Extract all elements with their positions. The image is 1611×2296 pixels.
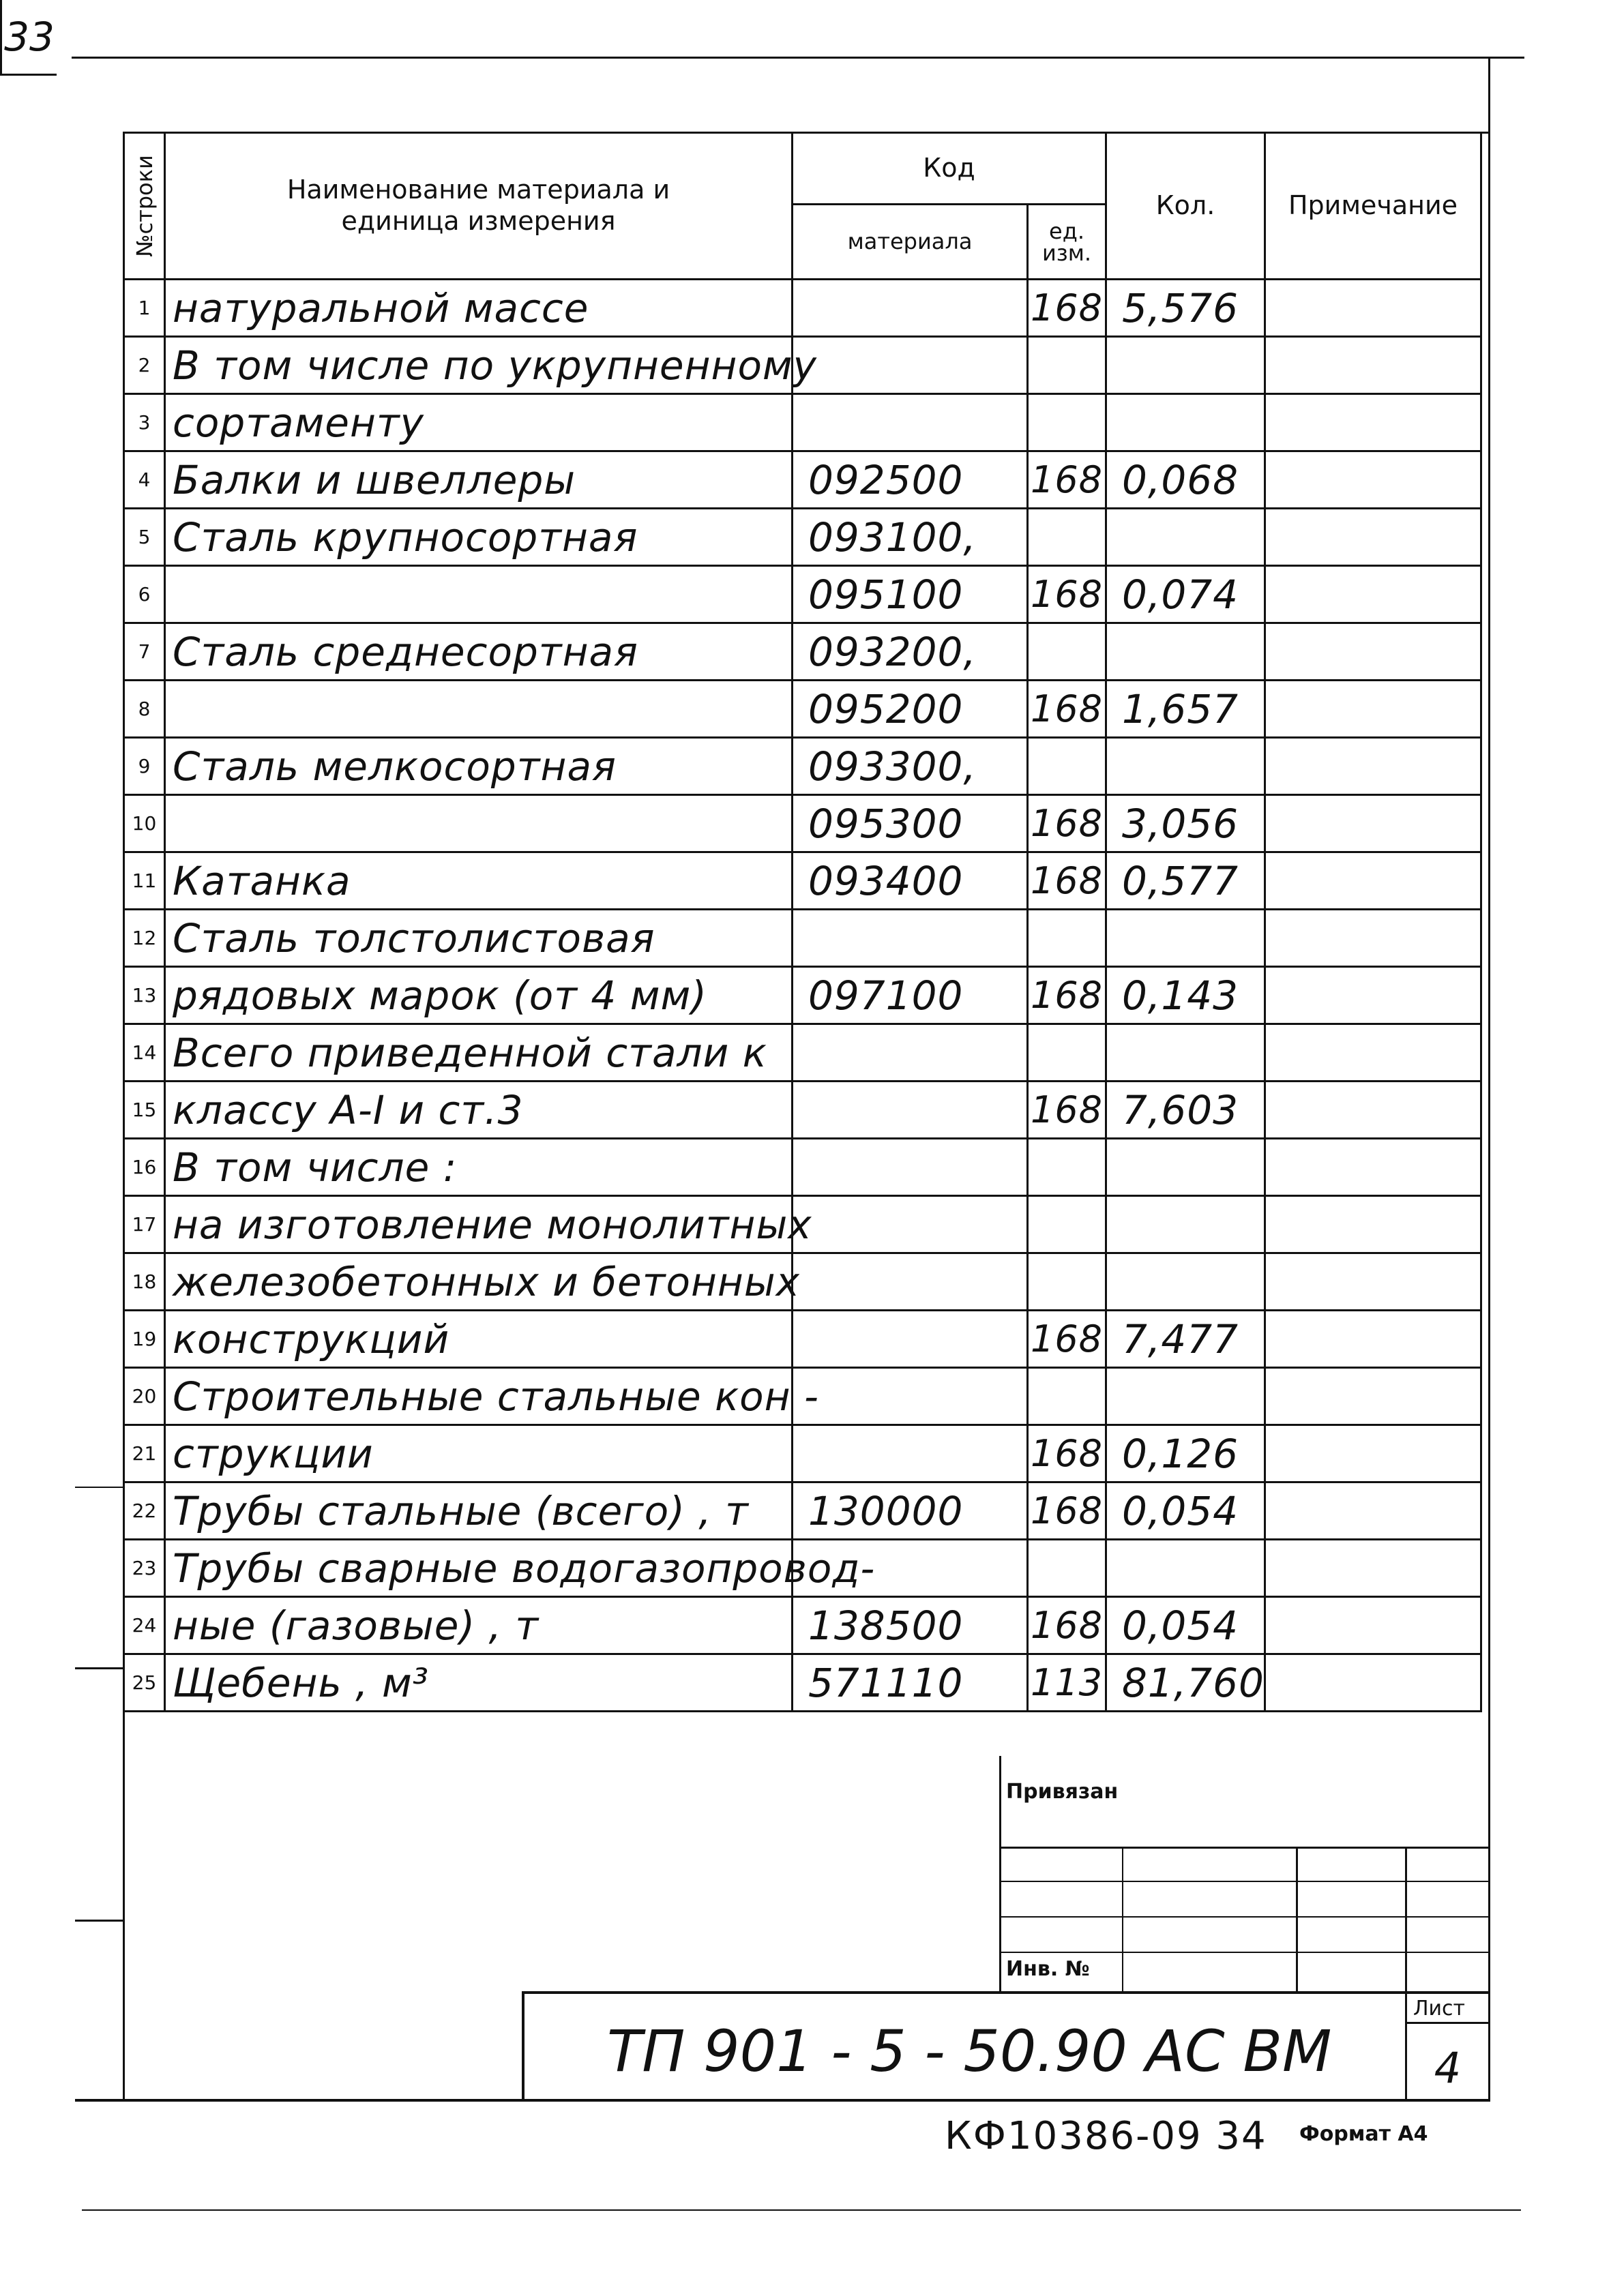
- title-block-left-line: [522, 1991, 524, 2100]
- right-border-line: [1488, 57, 1490, 2099]
- unit-code: 168: [1028, 852, 1106, 910]
- table-row: [124, 795, 1481, 852]
- note: [1265, 451, 1481, 509]
- row-number: 21: [124, 1425, 165, 1482]
- note: [1265, 509, 1481, 566]
- material-name: [165, 566, 793, 623]
- material-code: 138500: [793, 1597, 1028, 1654]
- note: [1265, 910, 1481, 967]
- row-number: 16: [124, 1139, 165, 1196]
- material-name: струкции: [165, 1425, 793, 1482]
- page-bottom-line: [82, 2209, 1521, 2211]
- unit-code: [1028, 337, 1106, 394]
- unit-code: 168: [1028, 1425, 1106, 1482]
- note: [1265, 1368, 1481, 1425]
- quantity: [1106, 623, 1265, 681]
- material-name: рядовых марок (от 4 мм): [165, 967, 793, 1024]
- material-code: [793, 1368, 1028, 1425]
- material-name: Балки и швеллеры: [165, 451, 793, 509]
- quantity: [1106, 1139, 1265, 1196]
- material-code: 093100,: [793, 509, 1028, 566]
- table-row: [124, 1540, 1481, 1597]
- note: [1265, 566, 1481, 623]
- quantity: 0,054: [1106, 1482, 1265, 1540]
- row-number: 14: [124, 1024, 165, 1082]
- table-row: [124, 1082, 1481, 1139]
- document-number: ТП 901 - 5 - 50.90 АС ВМ: [607, 2017, 1332, 2085]
- table-row: [124, 280, 1481, 337]
- quantity: 7,477: [1106, 1311, 1265, 1368]
- table-row: [124, 623, 1481, 681]
- quantity: 0,054: [1106, 1597, 1265, 1654]
- unit-code: [1028, 1540, 1106, 1597]
- material-name: ные (газовые) , т: [165, 1597, 793, 1654]
- stamp-line: [999, 1847, 1490, 1849]
- note: [1265, 1196, 1481, 1253]
- note: [1265, 1425, 1481, 1482]
- note: [1265, 795, 1481, 852]
- quantity: [1106, 738, 1265, 795]
- unit-code: [1028, 1196, 1106, 1253]
- material-code: [793, 1253, 1028, 1311]
- inventory-label: Инв. №: [1006, 1957, 1090, 1981]
- table-row: [124, 1024, 1481, 1082]
- header-note: Примечание: [1265, 133, 1481, 280]
- material-code: [793, 1425, 1028, 1482]
- note: [1265, 280, 1481, 337]
- material-code: [793, 280, 1028, 337]
- material-name: Сталь мелкосортная: [165, 738, 793, 795]
- material-code: 093300,: [793, 738, 1028, 795]
- note: [1265, 852, 1481, 910]
- material-code: [793, 910, 1028, 967]
- quantity: [1106, 1253, 1265, 1311]
- header-quantity: Кол.: [1106, 133, 1265, 280]
- paper-format: Формат А4: [1299, 2122, 1428, 2146]
- unit-code: 113: [1028, 1654, 1106, 1712]
- table-row: [124, 1425, 1481, 1482]
- quantity: 81,760: [1106, 1654, 1265, 1712]
- note: [1265, 1082, 1481, 1139]
- material-name: В том числе :: [165, 1139, 793, 1196]
- material-name: железобетонных и бетонных: [165, 1253, 793, 1311]
- row-number: 1: [124, 280, 165, 337]
- material-name: Щебень , м³: [165, 1654, 793, 1712]
- material-code: [793, 1311, 1028, 1368]
- stamp-line: [999, 1952, 1490, 1953]
- note: [1265, 394, 1481, 451]
- note: [1265, 1024, 1481, 1082]
- sheet-label-line: [1405, 2022, 1490, 2024]
- quantity: 3,056: [1106, 795, 1265, 852]
- material-code: 095200: [793, 681, 1028, 738]
- unit-code: 168: [1028, 1082, 1106, 1139]
- quantity: 0,126: [1106, 1425, 1265, 1482]
- material-code: [793, 1024, 1028, 1082]
- table-row: [124, 1482, 1481, 1540]
- sheet-value: 4: [1434, 2043, 1462, 2093]
- unit-code: 168: [1028, 795, 1106, 852]
- quantity: 7,603: [1106, 1082, 1265, 1139]
- quantity: 5,576: [1106, 280, 1265, 337]
- row-number: 8: [124, 681, 165, 738]
- material-name: [165, 681, 793, 738]
- material-name: Сталь среднесортная: [165, 623, 793, 681]
- quantity: [1106, 337, 1265, 394]
- row-number: 13: [124, 967, 165, 1024]
- row-number: 20: [124, 1368, 165, 1425]
- table-row: [124, 1311, 1481, 1368]
- archive-code: КФ10386-09 34: [945, 2114, 1267, 2158]
- table-row: [124, 852, 1481, 910]
- unit-code: 168: [1028, 681, 1106, 738]
- stamp-col-line: [1405, 1847, 1407, 2099]
- material-code: [793, 1196, 1028, 1253]
- material-name: на изготовление монолитных: [165, 1196, 793, 1253]
- top-border-line: [72, 57, 1524, 59]
- row-number: 5: [124, 509, 165, 566]
- table-body: [124, 280, 1481, 1712]
- header-code: Код: [793, 133, 1106, 205]
- left-margin-tick: [75, 1487, 123, 1488]
- row-number: 2: [124, 337, 165, 394]
- row-number: 24: [124, 1597, 165, 1654]
- row-number: 11: [124, 852, 165, 910]
- table-row: [124, 566, 1481, 623]
- note: [1265, 738, 1481, 795]
- row-number: 3: [124, 394, 165, 451]
- left-margin-tick: [75, 1920, 123, 1922]
- table-row: [124, 738, 1481, 795]
- unit-code: [1028, 1024, 1106, 1082]
- material-code: 097100: [793, 967, 1028, 1024]
- table-row: [124, 509, 1481, 566]
- material-code: 095300: [793, 795, 1028, 852]
- row-number: 4: [124, 451, 165, 509]
- unit-code: [1028, 394, 1106, 451]
- table-row: [124, 1196, 1481, 1253]
- unit-code: 168: [1028, 1482, 1106, 1540]
- material-name: классу А-I и ст.3: [165, 1082, 793, 1139]
- row-number: 17: [124, 1196, 165, 1253]
- note: [1265, 1482, 1481, 1540]
- unit-code: 168: [1028, 967, 1106, 1024]
- stamp-col-line: [1122, 1847, 1123, 1991]
- bound-label: Привязан: [1006, 1780, 1119, 1804]
- material-code: 093400: [793, 852, 1028, 910]
- table-row: [124, 394, 1481, 451]
- unit-code: [1028, 1139, 1106, 1196]
- material-code: 093200,: [793, 623, 1028, 681]
- material-code: [793, 394, 1028, 451]
- material-name: конструкций: [165, 1311, 793, 1368]
- material-name: Всего приведенной стали к: [165, 1024, 793, 1082]
- row-number: 25: [124, 1654, 165, 1712]
- quantity: 0,143: [1106, 967, 1265, 1024]
- unit-code: 168: [1028, 566, 1106, 623]
- header-row-number: №строки: [124, 133, 165, 280]
- header-code-unit: ед. изм.: [1028, 205, 1106, 280]
- material-name: Трубы сварные водогазопровод-: [165, 1540, 793, 1597]
- quantity: [1106, 1196, 1265, 1253]
- material-name: натуральной массе: [165, 280, 793, 337]
- stamp-left-line: [999, 1756, 1001, 1991]
- note: [1265, 681, 1481, 738]
- note: [1265, 967, 1481, 1024]
- unit-code: [1028, 509, 1106, 566]
- table-row: [124, 1139, 1481, 1196]
- material-code: [793, 1082, 1028, 1139]
- material-code: 130000: [793, 1482, 1028, 1540]
- table-row: [124, 451, 1481, 509]
- row-number: 6: [124, 566, 165, 623]
- unit-code: 168: [1028, 1597, 1106, 1654]
- row-number: 12: [124, 910, 165, 967]
- unit-code: 168: [1028, 280, 1106, 337]
- table-row: [124, 967, 1481, 1024]
- quantity: 0,074: [1106, 566, 1265, 623]
- quantity: 0,577: [1106, 852, 1265, 910]
- material-code: [793, 1139, 1028, 1196]
- material-code: 092500: [793, 451, 1028, 509]
- table-row: [124, 337, 1481, 394]
- note: [1265, 1654, 1481, 1712]
- row-number: 7: [124, 623, 165, 681]
- materials-table: [123, 132, 1482, 1712]
- left-margin-tick: [75, 1667, 123, 1669]
- material-name: [165, 795, 793, 852]
- quantity: [1106, 1540, 1265, 1597]
- quantity: [1106, 394, 1265, 451]
- stamp-col-line: [1296, 1847, 1298, 1991]
- note: [1265, 1540, 1481, 1597]
- note: [1265, 1139, 1481, 1196]
- row-number: 15: [124, 1082, 165, 1139]
- stamp-line: [999, 1881, 1490, 1882]
- row-number: 19: [124, 1311, 165, 1368]
- table-row: [124, 681, 1481, 738]
- table-row: [124, 1654, 1481, 1712]
- unit-code: 168: [1028, 1311, 1106, 1368]
- material-code: 095100: [793, 566, 1028, 623]
- table-row: [124, 1597, 1481, 1654]
- unit-code: [1028, 1368, 1106, 1425]
- row-number: 10: [124, 795, 165, 852]
- unit-code: [1028, 738, 1106, 795]
- quantity: [1106, 509, 1265, 566]
- quantity: [1106, 1368, 1265, 1425]
- header-material-name: Наименование материала и единица измерения: [165, 133, 793, 280]
- unit-code: 168: [1028, 451, 1106, 509]
- title-block-top-line: [522, 1991, 1490, 1994]
- material-name: Катанка: [165, 852, 793, 910]
- material-name: В том числе по укрупненному: [165, 337, 793, 394]
- row-number: 23: [124, 1540, 165, 1597]
- quantity: 1,657: [1106, 681, 1265, 738]
- table-row: [124, 910, 1481, 967]
- header-code-material: материала: [793, 205, 1028, 280]
- quantity: [1106, 910, 1265, 967]
- note: [1265, 337, 1481, 394]
- material-name: Сталь толстолистовая: [165, 910, 793, 967]
- note: [1265, 1253, 1481, 1311]
- stamp-line: [999, 1916, 1490, 1918]
- material-name: Трубы стальные (всего) , т: [165, 1482, 793, 1540]
- row-number: 18: [124, 1253, 165, 1311]
- row-number: 9: [124, 738, 165, 795]
- material-code: 571110: [793, 1654, 1028, 1712]
- note: [1265, 1597, 1481, 1654]
- row-number: 22: [124, 1482, 165, 1540]
- sheet-number: 33: [0, 0, 57, 76]
- material-name: Строительные стальные кон -: [165, 1368, 793, 1425]
- material-code: [793, 337, 1028, 394]
- unit-code: [1028, 910, 1106, 967]
- quantity: 0,068: [1106, 451, 1265, 509]
- unit-code: [1028, 623, 1106, 681]
- material-name: Сталь крупносортная: [165, 509, 793, 566]
- note: [1265, 1311, 1481, 1368]
- table-row: [124, 1253, 1481, 1311]
- material-name: сортаменту: [165, 394, 793, 451]
- sheet-label: Лист: [1413, 1997, 1466, 2021]
- table-row: [124, 1368, 1481, 1425]
- note: [1265, 623, 1481, 681]
- unit-code: [1028, 1253, 1106, 1311]
- quantity: [1106, 1024, 1265, 1082]
